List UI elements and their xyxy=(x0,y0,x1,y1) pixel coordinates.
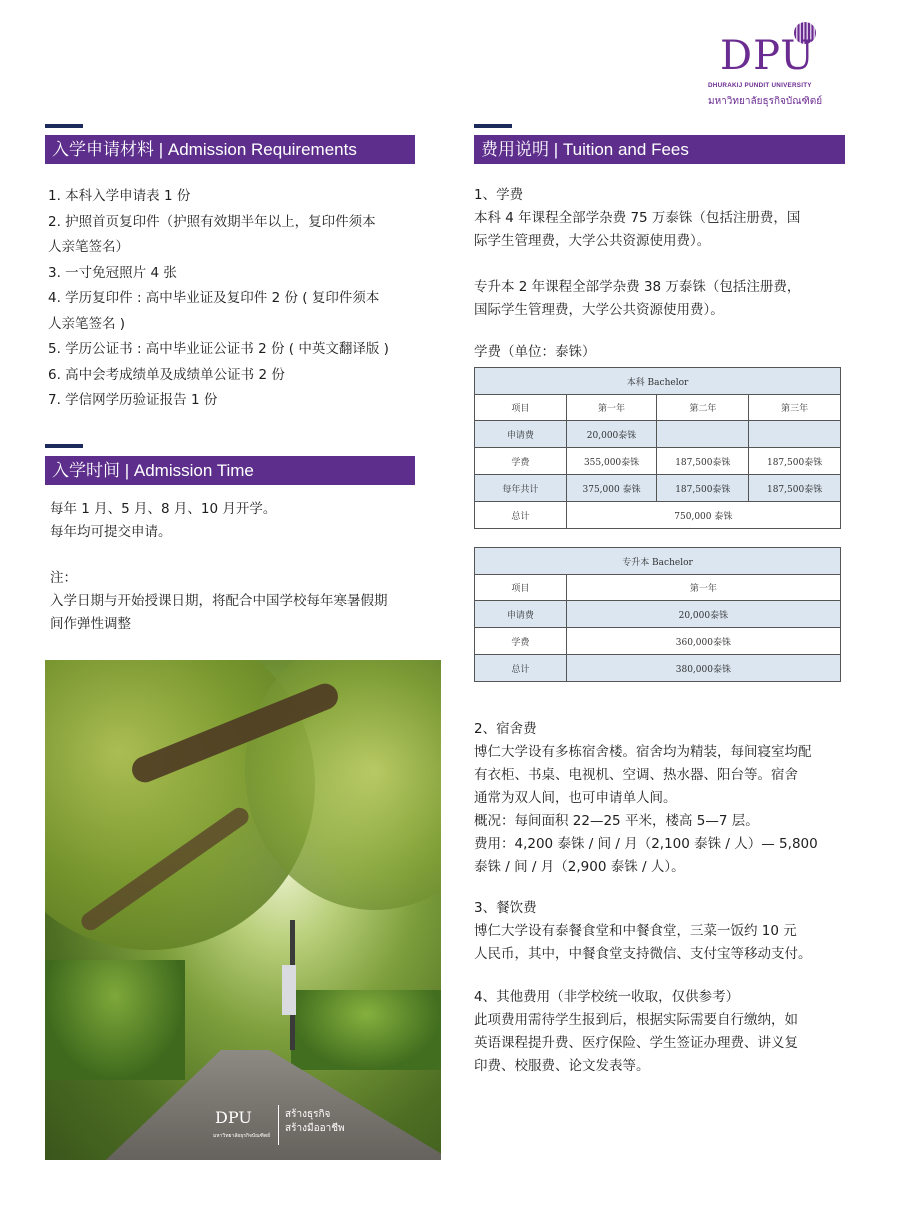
logo-mark: DPU xyxy=(720,33,815,79)
table-title: 本科 Bachelor xyxy=(475,368,841,395)
table-header-cell: 第二年 xyxy=(657,395,749,421)
admission-time-text: 每年 1 月、5 月、8 月、10 月开学。 每年均可提交申请。 xyxy=(50,501,277,540)
table-caption: 学费（单位：泰铢） xyxy=(474,344,596,360)
photo-logo-sub: มหาวิทยาลัยธุรกิจบัณฑิตย์ xyxy=(213,1133,271,1139)
table-total-row: 总计 750,000 泰铢 xyxy=(475,502,841,529)
table-title: 专升本 Bachelor xyxy=(475,548,841,575)
admission-requirements-heading: 入学申请材料 | Admission Requirements xyxy=(45,135,415,164)
photo-slogan: สร้างธุรกิจ สร้างมืออาชีพ xyxy=(285,1109,345,1134)
section-title: 4、其他费用（非学校统一收取，仅供参考） xyxy=(474,989,740,1005)
admission-time-heading: 入学时间 | Admission Time xyxy=(45,456,415,485)
tuition-section-2: 2、宿舍费 博仁大学设有多栋宿舍楼。宿舍均为精装，每间寝室均配 有衣柜、书桌、电视机、空调、热水器、阳台等。宿舍 通常为双人间，也可申请单人间。 概况：每间面积 22—25 平米，楼高 5—7 层。 费用：4,200 泰铢 / 间 / 月（2,100 泰铢 / 人）— 5,800 泰铢 / 间 / 月（2,900 泰铢 / 人）。 xyxy=(474,718,818,879)
table-row: 每年共计 375,000 泰铢 187,500泰铢 187,500泰铢 xyxy=(475,475,841,502)
list-item: 7. 学信网学历验证报告 1 份 xyxy=(48,392,218,408)
list-item: 6. 高中会考成绩单及成绩单公证书 2 份 xyxy=(48,366,285,383)
table-header-cell: 项目 xyxy=(475,575,567,601)
list-item: 2. 护照首页复印件（护照有效期半年以上，复印件须本 人亲笔签名） xyxy=(48,213,376,255)
admission-note: 注： 入学日期与开始授课日期，将配合中国学校每年寒暑假期 间作弹性调整 xyxy=(50,567,388,636)
tuition-section-1: 1、学费 本科 4 年课程全部学杂费 75 万泰铢（包括注册费，国 际学生管理费，大学公共资源使用费）。 专升本 2 年课程全部学杂费 38 万泰铢（包括注册费， 国际学生管理费，大学公共资源使用费）。 xyxy=(474,184,800,322)
logo-name-th: มหาวิทยาลัยธุรกิจบัณฑิตย์ xyxy=(708,96,823,107)
list-item: 5. 学历公证书 : 高中毕业证公证书 2 份 ( 中英文翻译版 ) xyxy=(48,341,389,357)
requirements-list xyxy=(48,184,420,414)
list-item: 1. 本科入学申请表 1 份 xyxy=(48,188,191,204)
logo-name-en: DHURAKIJ PUNDIT UNIVERSITY xyxy=(708,82,812,89)
tuition-section-4: 4、其他费用（非学校统一收取，仅供参考） 此项费用需待学生报到后，根据实际需要自行缴纳，如 英语课程提升费、医疗保险、学生签证办理费、讲义复 印费、校服费、论文发表等。 xyxy=(474,986,798,1078)
table-row: 学费 355,000泰铢 187,500泰铢 187,500泰铢 xyxy=(475,448,841,475)
section-title: 2、宿舍费 xyxy=(474,721,537,737)
table-header-cell: 第一年 xyxy=(566,575,840,601)
table-header-cell: 第三年 xyxy=(749,395,841,421)
upgrade-fee-table xyxy=(474,547,841,682)
table-header-cell: 项目 xyxy=(475,395,567,421)
table-row: 总计 380,000泰铢 xyxy=(475,655,841,682)
table-row: 申请费 20,000泰铢 xyxy=(475,601,841,628)
bachelor-fee-table xyxy=(474,367,841,529)
list-item: 4. 学历复印件 : 高中毕业证及复印件 2 份 ( 复印件须本 人亲笔签名 ) xyxy=(48,290,380,332)
section-accent-bar xyxy=(474,124,512,128)
section-accent-bar xyxy=(45,444,83,448)
university-logo xyxy=(706,22,831,112)
photo-logo-mark: DPU xyxy=(215,1108,252,1127)
section-accent-bar xyxy=(45,124,83,128)
table-header-cell: 第一年 xyxy=(566,395,657,421)
section-title: 1、学费 xyxy=(474,187,524,203)
table-row: 申请费 20,000泰铢 xyxy=(475,421,841,448)
campus-photo xyxy=(45,660,441,1160)
note-label: 注： xyxy=(50,570,77,586)
section-title: 3、餐饮费 xyxy=(474,900,537,916)
list-item: 3. 一寸免冠照片 4 张 xyxy=(48,264,177,281)
tuition-heading: 费用说明 | Tuition and Fees xyxy=(474,135,845,164)
table-row: 学费 360,000泰铢 xyxy=(475,628,841,655)
tuition-section-3: 3、餐饮费 博仁大学设有泰餐食堂和中餐食堂，三菜一饭约 10 元 人民币，其中，中餐食堂支持微信、支付宝等移动支付。 xyxy=(474,897,812,966)
